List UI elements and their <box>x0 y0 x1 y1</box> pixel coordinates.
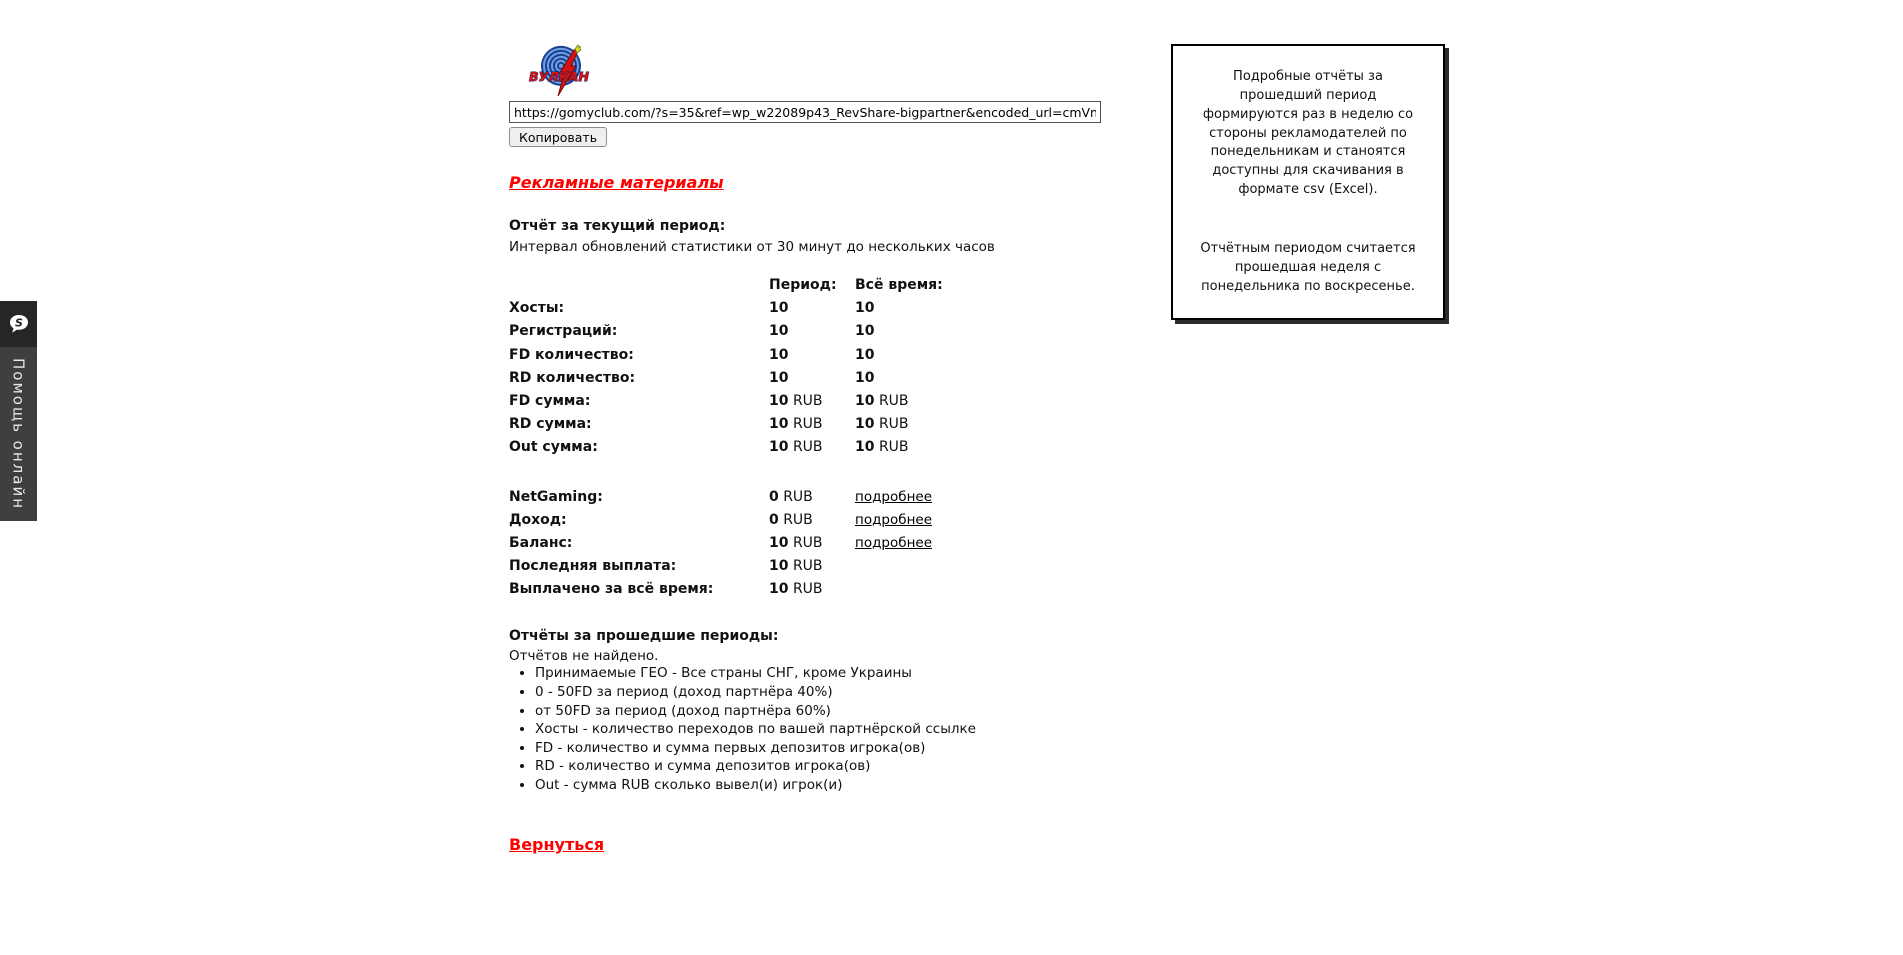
table-row-rd-count: RD количество: 10 10 <box>509 369 875 386</box>
copy-button[interactable]: Копировать <box>509 127 607 147</box>
stats-header-row <box>509 277 1129 300</box>
table-row-fd-count: FD количество: 10 10 <box>509 346 875 363</box>
main-content <box>509 44 1129 854</box>
current-period-subtitle: Интервал обновлений статистики от 30 минут до нескольких часов <box>509 239 995 255</box>
svg-text:S: S <box>14 316 23 330</box>
help-online-label-box[interactable] <box>0 347 37 521</box>
terms-list <box>515 664 1129 720</box>
table-row-hosts: Хосты: 10 10 <box>509 300 875 317</box>
help-online-label: Помощь онлайн <box>9 357 28 510</box>
summary-table <box>509 489 1129 605</box>
summary-row-last-payout: Последняя выплата: 10 RUB <box>509 558 823 575</box>
details-link-netgaming[interactable]: подробнее <box>855 488 933 505</box>
info-box-paragraph-2: Отчётным периодом считается прошедшая неделя с понедельника по воскресенье. <box>1200 240 1416 294</box>
column-alltime: Всё время: <box>855 277 943 293</box>
help-online-tab[interactable] <box>0 301 37 521</box>
details-link-income[interactable]: подробнее <box>855 511 933 528</box>
info-box-paragraph-1: Подробные отчёты за прошедший период формируются раз в неделю со стороны рекламодателей по понедельникам и станоятся доступны для скачивания в формате csv (Excel). <box>1202 69 1414 198</box>
table-row-out-sum: Out сумма: 10 RUB 10 RUB <box>509 439 909 456</box>
list-item: • Хосты - количество переходов по вашей партнёрской ссылке <box>535 720 1129 739</box>
summary-row-total-paid: Выплачено за всё время: 10 RUB <box>509 581 823 598</box>
chat-bubble-icon-svg <box>7 312 31 336</box>
table-row-fd-sum: FD сумма: 10 RUB 10 RUB <box>509 392 909 409</box>
vulkan-logo[interactable] <box>528 44 592 99</box>
summary-row-balance: Баланс: 10 RUB подробнее <box>509 534 933 551</box>
referral-link-input[interactable] <box>509 101 1101 123</box>
list-item: • Принимаемые ГЕО - Все страны СНГ, кроме Украины <box>535 664 1129 683</box>
past-reports-title: Отчёты за прошедшие периоды: <box>509 628 779 645</box>
svg-text:ВУЛКАН: ВУЛКАН <box>529 69 589 84</box>
summary-row-income: Доход: 0 RUB подробнее <box>509 511 933 528</box>
back-link[interactable]: Вернуться <box>509 834 605 854</box>
stats-table <box>509 277 1129 604</box>
summary-row-netgaming: NetGaming: 0 RUB подробнее <box>509 488 933 505</box>
current-period-title: Отчёт за текущий период: <box>509 218 726 234</box>
column-period: Период: <box>769 277 837 293</box>
table-row-registrations: Регистраций: 10 10 <box>509 323 875 340</box>
chat-bubble-icon[interactable] <box>0 301 37 347</box>
table-row-rd-sum: RD сумма: 10 RUB 10 RUB <box>509 416 909 433</box>
glossary-list <box>515 720 1129 794</box>
list-item: • FD - количество и сумма первых депозитов игрока(ов) <box>535 739 1129 758</box>
list-item: • от 50FD за период (доход партнёра 60%) <box>535 702 1129 721</box>
past-reports-empty: Отчётов не найдено. <box>509 648 659 665</box>
weekly-reports-info-box <box>1171 44 1445 320</box>
advertising-materials-link[interactable]: Рекламные материалы <box>509 173 724 192</box>
list-item: • RD - количество и сумма депозитов игрока(ов) <box>535 757 1129 776</box>
list-item: • 0 - 50FD за период (доход партнёра 40%) <box>535 683 1129 702</box>
list-item: • Out - сумма RUB сколько вывел(и) игрок(и) <box>535 776 1129 795</box>
details-link-balance[interactable]: подробнее <box>855 534 933 551</box>
